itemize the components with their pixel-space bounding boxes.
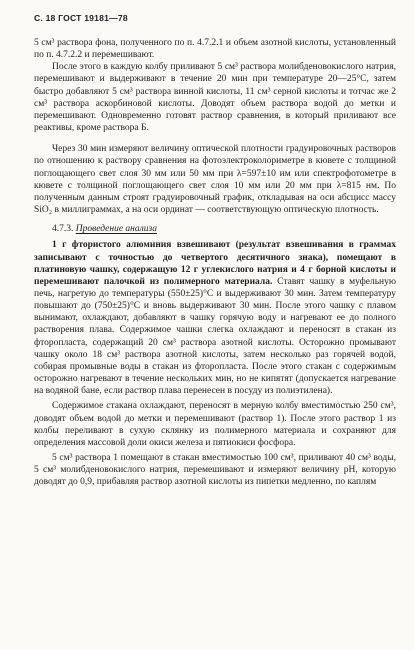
paragraph-ph-adjust: 5 см³ раствора 1 помещают в стакан вместимостью 100 см³, приливают 40 см³ воды, 5 см³ молибденовокислого натрия, перемешивают и измеряют величину рН, которую доводят до 0,9, прибавляя раствор азотной кислоты из пипетки медленно, по каплям [34,453,396,488]
section-heading [34,223,396,235]
paragraph-calibration: Через 30 мин измеряют величину оптической плотности градуировочных растворов по отношению к раствору сравнения на фотоэлектроколориметре в кювете с толщиной поглощающего свет слоя 30 мм или 50 мм при λ=597±10 им или спектрофотометре в кювете с толщиной поглощающего свет слоя 10 мм или 20 мм при λ=815 нм. По полученным данным строят градуировочный график, откладывая на оси абсцисс массу SiO₂ в миллиграммах, а на оси ординат — соответствующую оптическую плотность. [34,144,396,216]
section-title: Проведение анализа [75,224,157,235]
section-number: 4.7.3. [52,224,74,235]
paragraph-analysis-lead: 1 г фтористого алюминия взвешивают (результат взвешивания в граммах записывают с точностью до четвертого десятичного знака), помещают в платиновую чашку, содержащую 12 г углекислого натрия и 4 г борной кислоты и перемешивают палочкой из полимерного материала. [34,240,396,287]
paragraph-solution-1: Содержимое стакана охлаждают, переносят в мерную колбу вместимостью 250 см³, доводят объем водой до метки и перемешивают (раствор 1). После этого раствор 1 из колбы переливают в сухую склянку из полимерного материала и сохраняют для определения массовой доли окиси железа и пятиокиси фосфора. [34,401,396,448]
page-header: С. 18 ГОСТ 19181—78 [34,13,128,23]
paragraph-analysis [34,239,396,397]
paragraph-reagents: После этого в каждую колбу приливают 5 см³ раствора молибденовокислого натрия, перемешивают и выдерживают в течение 20 мин при температуре 20—25°С, затем быстро добавляют 5 см³ раствора винной кислоты, 11 см³ серной кислоты и тотчас же 2 см³ раствора аскорбиновой кислоты. Доводят объем раствора водой до метки и перемешивают. Одновременно готовят раствор сравнения, в который приливают все реактивы, кроме раствора Б. [34,62,396,134]
paragraph-analysis-body: Ставят чашку в муфельную печь, нагретую до температуры (550±25)°С и выдерживают 30 мин. Затем температуру повышают до (750±25)°С и вновь выдерживают 30 мин. После этого чашку с плавом вынимают, охлаждают, добавляют в чашку горячую воду и нагревают ее до полного растворения плава. Содержимое чашки слегка охлаждают и переносят в стакан из фторопласта, содержащий 20 см³ раствора азотной кислоты. Осторожно промывают чашку около 18 см³ раствора азотной кислоты, затем несколько раз горячей водой, собирая промывные воды в стакан из фторопласта. После этого стакан с содержимым осторожно нагревают в течение нескольких мин, но не кипятят (допускается нагревание на водяной бане, если раствор плава перенесен в посуду из полиэтилена). [34,276,396,397]
paragraph-continuation: 5 см³ раствора фона, полученного по п. 4.7.2.1 и объем азотной кислоты, установленный по п. 4.7.2.2 и перемешивают. [34,38,396,61]
